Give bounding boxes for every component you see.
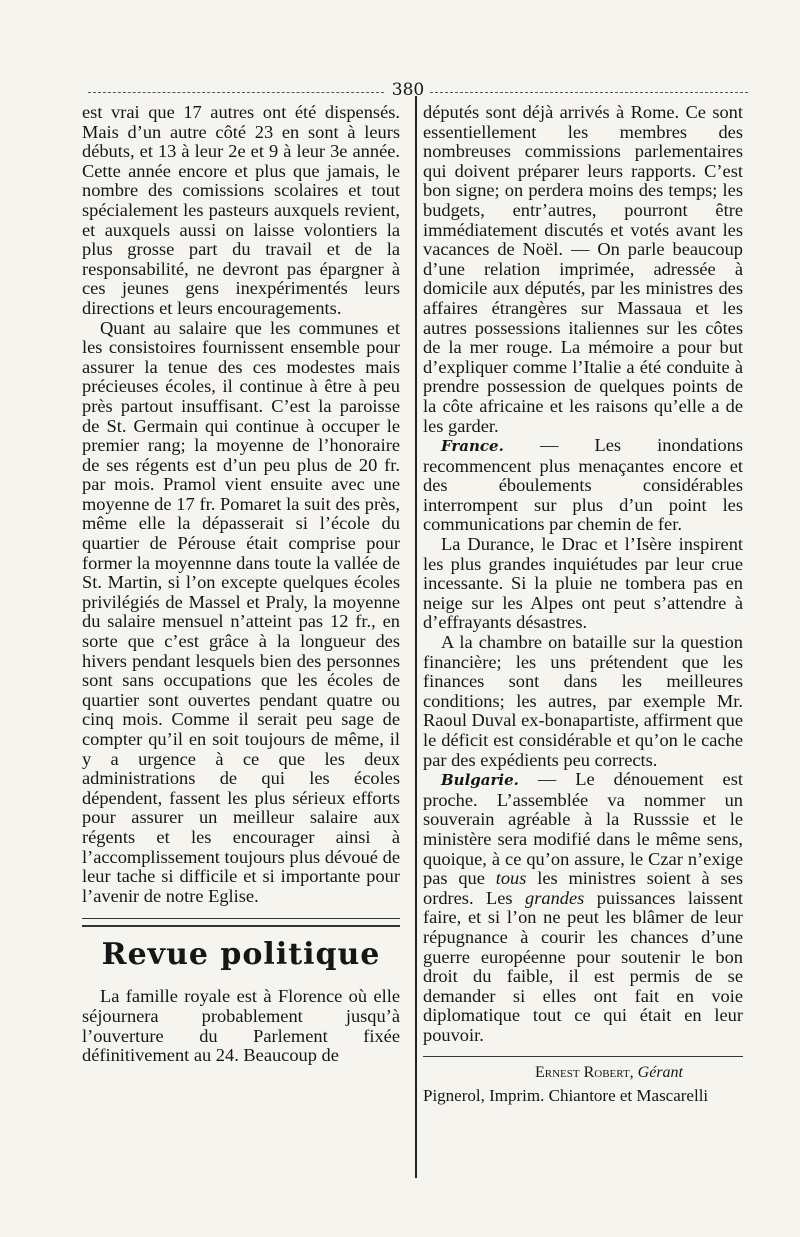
bulgarie-emphasis-grandes: grandes [525, 887, 585, 908]
france-label: France. [441, 437, 504, 456]
signature-role: Gérant [637, 1063, 683, 1081]
signature-name: Ernest Robert [534, 1063, 630, 1081]
bulgarie-label: Bulgarie. [441, 771, 519, 790]
right-paragraph-1: députés sont déjà arrivés à Rome. Ce sont essentiellement les membres des nombreuses commissions parlementaires qui doivent préparer leurs rapports. C’est bon signe; on perdera moins des temps; les budgets, entr’autres, pourront être immédiatement discutés et votés avant les vacances de Noël. — On parle beaucoup d’une relation imprimée, adressée à domicile aux députés, par les ministres des affaires étrangères sur Massaua et les autres possessions italiennes sur les côtes de la mer rouge. La mémoire a pour but d’expliquer comme l’Italie a été conduite à prendre possession de quelques points de la côte africaine et les raisons qu’elle a de les garder. [423, 102, 743, 436]
header-rule-right [430, 92, 748, 93]
left-column [82, 103, 400, 1066]
chambre-paragraph: A la chambre on bataille sur la question financière; les uns prétendent que les finances sont dans les meilleures conditions; les autres, par exemple Mr. Raoul Duval ex-bonapartiste, affirment que le déficit est considérable et qu’on le cache par des expédients peu corrects. [423, 632, 743, 770]
signature-rule [423, 1056, 743, 1057]
france-paragraph [423, 436, 743, 535]
left-paragraph-1: est vrai que 17 autres ont été dispensés. Mais d’un autre côté 23 en sont à leurs débuts, et 13 à leur 2e et 9 à leur 3e année. Cette année encore et plus que jamais, le nombre des comissions scolaires et tout spécialement les pasteurs auxquels revient, et auxquels aussi on laisse volontiers la plus grosse part du travail et de la responsabilité, ne devront pas épargner à ces jeunes gens inexpérimentés leurs directions et leurs encouragements. [82, 102, 400, 318]
bulgarie-paragraph [423, 770, 743, 1045]
page-number: 380 [391, 80, 425, 100]
left-paragraph-3: La famille royale est à Florence où elle séjournera probablement jusqu’à l’ouverture du Parlement fixée définitivement au 24. Beaucoup de [82, 986, 400, 1066]
left-paragraph-2: Quant au salaire que les communes et les consistoires fournissent ensemble pour assurer la tenue des ces modestes mais précieuses écoles, il continue à être à peu près partout insuffisant. C’est la paroisse de St. Germain qui continue à occuper le premier rang; la moyenne de l’honoraire de ses régents est d’un peu plus de 20 fr. par mois. Pramol vient ensuite avec une moyenne de 17 fr. Pomaret la suit des près, même elle la dépasserait si l’école du quartier de Pérouse était comprise pour former la moyennne dans toute la vallée de St. Martin, si l’on excepte quelques écoles privilégiés de Massel et Praly, la moyenne du salaire mensuel n’atteint pas 12 fr., en sorte que c’est grâce à la longueur des hivers pendant lesquels bien des personnes sont sans occupations que les écoles de quartier sont ouvertes pendant quatre ou cinq mois. Comme il serait peu sage de compter qu’il en soit toujours de même, il y a urgence à ce que les deux administrations de qui les écoles dépendent, fassent les plus sérieux efforts pour assurer un meilleur salaire aux régents et les encourager ainsi à l’accomplissement toujours plus dévoué de leur tache si difficile et si importante pour l’avenir de notre Eglise. [82, 317, 400, 906]
bulgarie-text-a: — Le dénouement est proche. L’assemblée va nommer un souverain agréable à la Russsie et le ministère sera modifié dans le même sens, quoique, à ce qu’on assure, le Czar n’exige pas que [423, 769, 743, 889]
imprint-line: Pignerol, Imprim. Chiantore et Mascarelli [423, 1086, 709, 1106]
right-column [423, 103, 743, 1106]
header-rule-left [88, 92, 384, 93]
bulgarie-emphasis-tous: tous [495, 868, 527, 889]
france-text: — Les inondations recommencent plus menaçantes encore et des éboulements considérables interrompent sur plus d’un point les communications par chemin de fer. [423, 435, 743, 535]
section-title: Revue politique [101, 937, 381, 973]
column-divider [415, 96, 417, 1178]
durance-paragraph: La Durance, le Drac et l’Isère inspirent les plus grandes inquiétudes par leur crue incessante. Si la pluie ne tombera pas en neige sur les Alpes ont peut s’attendre à d’effrayants désastres. [423, 534, 743, 633]
section-divider [82, 918, 400, 927]
bulgarie-text-c: puissances laissent faire, et si l’on ne peut les blâmer de leur répugnance à courir les chances d’une guerre européenne pour soutenir le bon droit du faible, il est permis de se demander si elles ont fait en voie diplomatique tout ce qui était en leur pouvoir. [423, 887, 743, 1045]
signature: Ernest Robert, Gérant [534, 1063, 683, 1081]
bulgarie-text-b: les ministres soient à ses ordres. Les [423, 868, 743, 908]
